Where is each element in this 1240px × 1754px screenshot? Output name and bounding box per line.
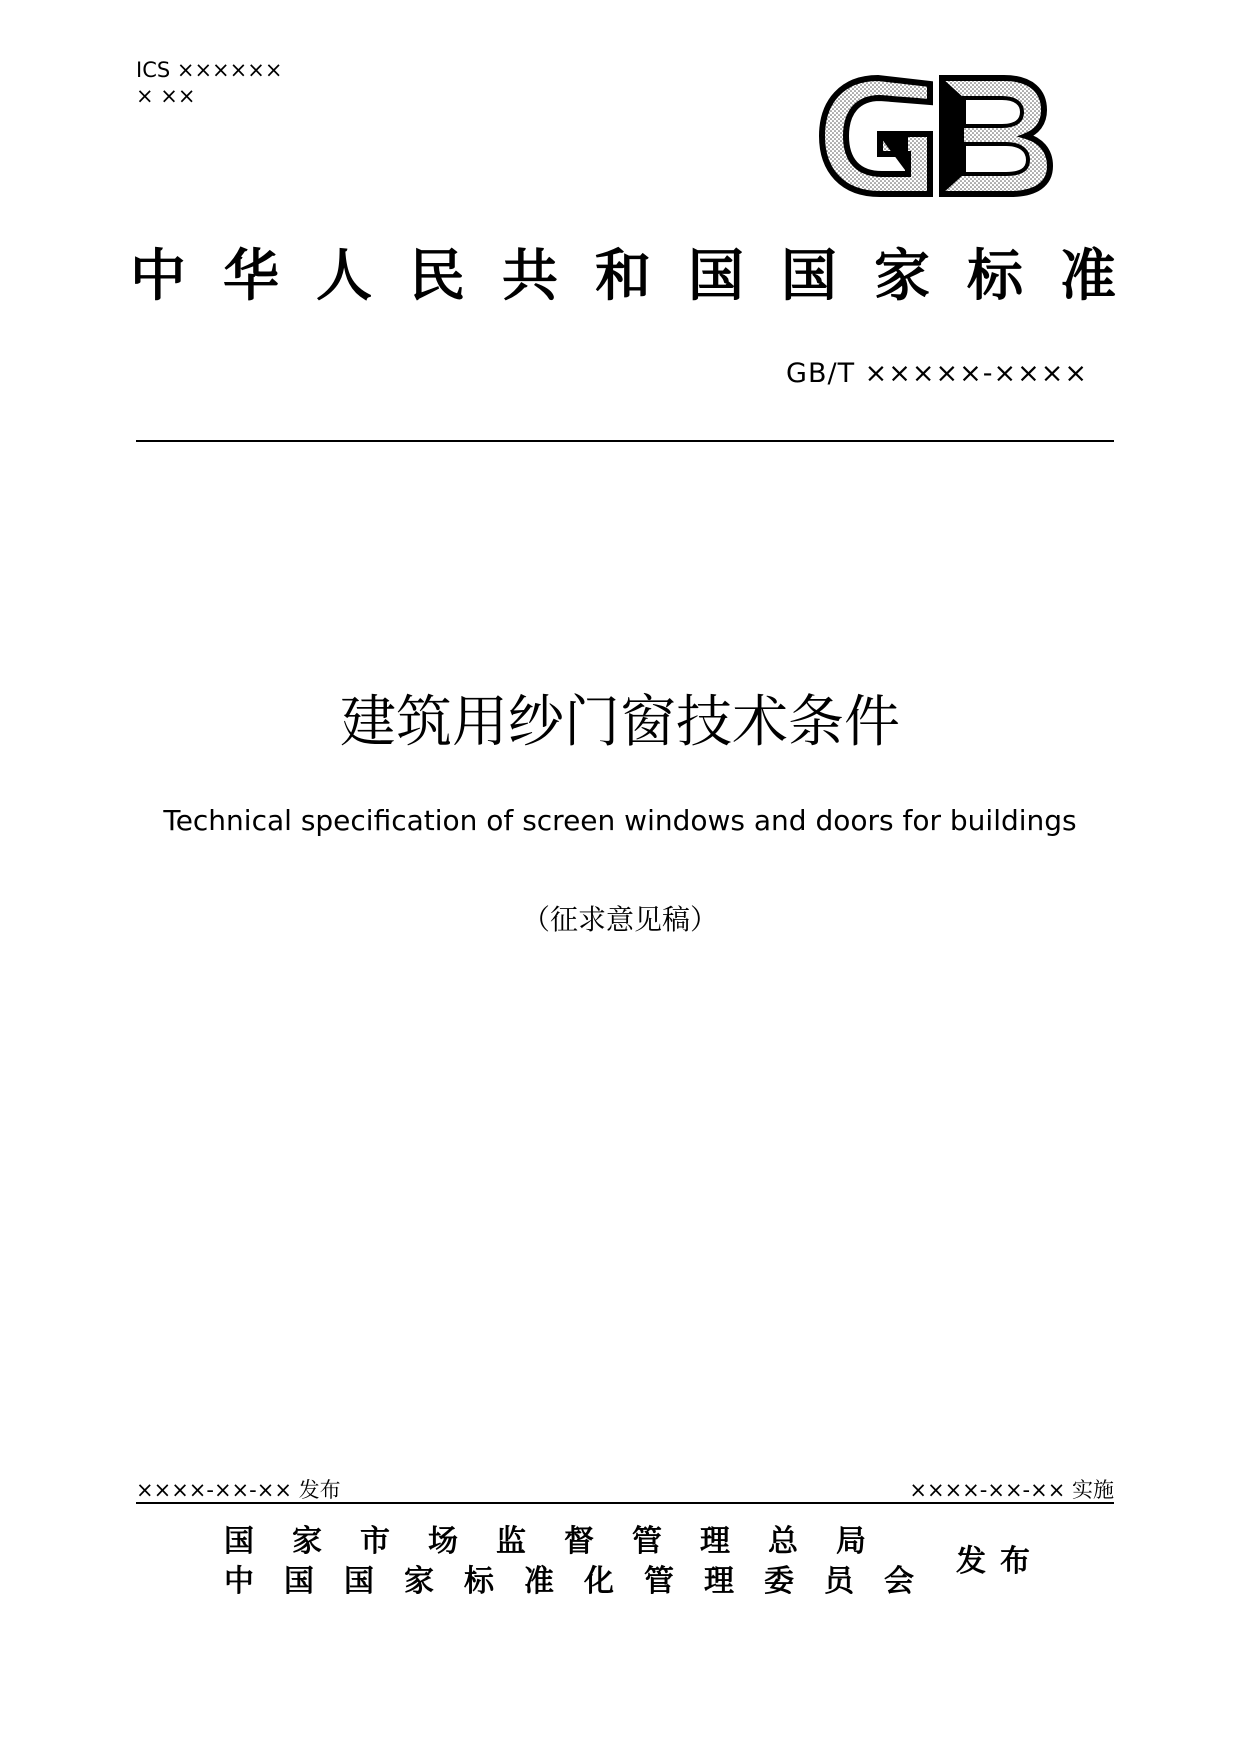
ics-code: ICS ×××××× bbox=[136, 58, 283, 82]
issuer-line-2: 中国国家标准化管理委员会 bbox=[224, 1564, 944, 1599]
document-title-en: Technical specification of screen windows and doors for buildings bbox=[163, 804, 1077, 837]
issue-date: ××××-××-×× 发布 bbox=[136, 1478, 341, 1502]
ccs-code: × ×× bbox=[136, 84, 196, 108]
footer-divider bbox=[136, 1502, 1114, 1504]
document-stage: （征求意见稿） bbox=[521, 903, 718, 936]
header-divider bbox=[136, 440, 1114, 442]
issuer-line-1: 国家市场监督管理总局 bbox=[224, 1524, 904, 1559]
national-standard-title: 中华人民共和国国家标准 bbox=[130, 244, 1153, 309]
document-title-cn: 建筑用纱门窗技术条件 bbox=[340, 690, 900, 755]
implementation-date: ××××-××-×× 实施 bbox=[909, 1478, 1114, 1502]
standard-number: GB/T ×××××-×××× bbox=[786, 358, 1088, 389]
publish-label: 发布 bbox=[956, 1544, 1044, 1579]
gb-logo-icon bbox=[818, 74, 1054, 198]
